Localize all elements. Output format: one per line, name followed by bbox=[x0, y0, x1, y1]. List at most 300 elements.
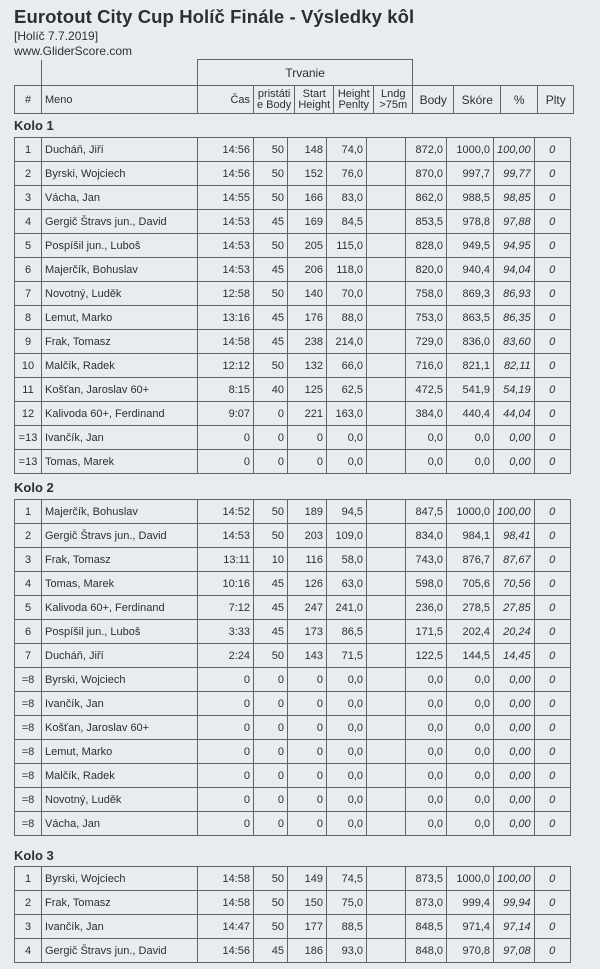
penalty-cell: 0 bbox=[534, 692, 570, 716]
table-row bbox=[15, 138, 571, 162]
height-penalty-cell: 58,0 bbox=[327, 548, 367, 572]
points-cell: 472,5 bbox=[406, 378, 447, 402]
score-cell: 144,5 bbox=[447, 644, 494, 668]
round-1-table bbox=[14, 137, 571, 474]
rank-cell: 7 bbox=[15, 644, 42, 668]
landing-distance-cell bbox=[367, 524, 406, 548]
points-cell: 0,0 bbox=[406, 812, 447, 836]
start-height-cell: 126 bbox=[288, 572, 327, 596]
start-height-cell: 148 bbox=[288, 138, 327, 162]
time-cell: 14:55 bbox=[198, 186, 254, 210]
height-penalty-cell: 88,5 bbox=[327, 915, 367, 939]
pilot-name-cell: Ivančík, Jan bbox=[42, 692, 198, 716]
rank-cell: =8 bbox=[15, 668, 42, 692]
time-cell: 3:33 bbox=[198, 620, 254, 644]
pilot-name-cell: Frak, Tomasz bbox=[42, 330, 198, 354]
penalty-cell: 0 bbox=[534, 620, 570, 644]
time-cell: 0 bbox=[198, 692, 254, 716]
start-height-cell: 0 bbox=[288, 764, 327, 788]
time-cell: 14:52 bbox=[198, 500, 254, 524]
height-penalty-cell: 86,5 bbox=[327, 620, 367, 644]
percent-cell: 87,67 bbox=[494, 548, 535, 572]
table-row bbox=[15, 915, 571, 939]
percent-cell: 54,19 bbox=[494, 378, 535, 402]
height-penalty-cell: 241,0 bbox=[327, 596, 367, 620]
landing-points-cell: 0 bbox=[254, 426, 288, 450]
rank-cell: 3 bbox=[15, 186, 42, 210]
start-height-cell: 150 bbox=[288, 891, 327, 915]
height-penalty-cell: 74,5 bbox=[327, 867, 367, 891]
score-cell: 970,8 bbox=[447, 939, 494, 963]
landing-points-cell: 0 bbox=[254, 788, 288, 812]
landing-points-cell: 0 bbox=[254, 812, 288, 836]
penalty-cell: 0 bbox=[534, 354, 570, 378]
landing-points-cell: 45 bbox=[254, 258, 288, 282]
website-link[interactable]: www.GliderScore.com bbox=[14, 44, 133, 58]
rank-cell: 1 bbox=[15, 867, 42, 891]
time-cell: 0 bbox=[198, 450, 254, 474]
penalty-cell: 0 bbox=[534, 915, 570, 939]
time-cell: 14:53 bbox=[198, 524, 254, 548]
pilot-name-cell: Byrski, Wojciech bbox=[42, 162, 198, 186]
table-row bbox=[15, 234, 571, 258]
percent-cell: 0,00 bbox=[494, 716, 535, 740]
time-cell: 13:11 bbox=[198, 548, 254, 572]
score-cell: 0,0 bbox=[447, 812, 494, 836]
points-cell: 0,0 bbox=[406, 764, 447, 788]
percent-cell: 94,04 bbox=[494, 258, 535, 282]
start-height-cell: 238 bbox=[288, 330, 327, 354]
start-height-cell: 132 bbox=[288, 354, 327, 378]
pilot-name-cell: Kalivoda 60+, Ferdinand bbox=[42, 402, 198, 426]
start-height-cell: 140 bbox=[288, 282, 327, 306]
penalty-cell: 0 bbox=[534, 378, 570, 402]
landing-points-cell: 45 bbox=[254, 620, 288, 644]
landing-points-cell: 0 bbox=[254, 668, 288, 692]
landing-distance-cell bbox=[367, 186, 406, 210]
landing-distance-cell bbox=[367, 620, 406, 644]
start-height-cell: 0 bbox=[288, 692, 327, 716]
percent-cell: 86,93 bbox=[494, 282, 535, 306]
height-penalty-cell: 83,0 bbox=[327, 186, 367, 210]
penalty-cell: 0 bbox=[534, 891, 570, 915]
score-cell: 705,6 bbox=[447, 572, 494, 596]
col-score-header: Skóre bbox=[454, 86, 501, 114]
pilot-name-cell: Vácha, Jan bbox=[42, 186, 198, 210]
penalty-cell: 0 bbox=[534, 572, 570, 596]
landing-points-cell: 45 bbox=[254, 572, 288, 596]
start-height-cell: 0 bbox=[288, 812, 327, 836]
start-height-cell: 169 bbox=[288, 210, 327, 234]
landing-distance-cell bbox=[367, 306, 406, 330]
score-cell: 202,4 bbox=[447, 620, 494, 644]
start-height-cell: 116 bbox=[288, 548, 327, 572]
pilot-name-cell: Ivančík, Jan bbox=[42, 915, 198, 939]
rank-cell: =8 bbox=[15, 764, 42, 788]
landing-points-cell: 50 bbox=[254, 234, 288, 258]
start-height-cell: 176 bbox=[288, 306, 327, 330]
pilot-name-cell: Malčík, Radek bbox=[42, 764, 198, 788]
time-cell: 9:07 bbox=[198, 402, 254, 426]
rank-cell: =8 bbox=[15, 740, 42, 764]
col-start-height-header: Start Height bbox=[295, 86, 334, 114]
table-row bbox=[15, 788, 571, 812]
landing-distance-cell bbox=[367, 716, 406, 740]
time-cell: 7:12 bbox=[198, 596, 254, 620]
pilot-name-cell: Frak, Tomasz bbox=[42, 891, 198, 915]
percent-cell: 0,00 bbox=[494, 692, 535, 716]
points-cell: 870,0 bbox=[406, 162, 447, 186]
landing-points-cell: 50 bbox=[254, 867, 288, 891]
score-cell: 0,0 bbox=[447, 788, 494, 812]
rank-cell: =8 bbox=[15, 692, 42, 716]
landing-distance-cell bbox=[367, 596, 406, 620]
start-height-cell: 149 bbox=[288, 867, 327, 891]
time-cell: 14:58 bbox=[198, 330, 254, 354]
height-penalty-cell: 214,0 bbox=[327, 330, 367, 354]
rank-cell: =8 bbox=[15, 788, 42, 812]
landing-distance-cell bbox=[367, 891, 406, 915]
time-cell: 14:53 bbox=[198, 258, 254, 282]
score-cell: 278,5 bbox=[447, 596, 494, 620]
table-row bbox=[15, 596, 571, 620]
penalty-cell: 0 bbox=[534, 548, 570, 572]
round-2-title: Kolo 2 bbox=[14, 480, 54, 495]
rank-cell: 2 bbox=[15, 524, 42, 548]
start-height-cell: 205 bbox=[288, 234, 327, 258]
points-cell: 820,0 bbox=[406, 258, 447, 282]
rank-cell: =13 bbox=[15, 426, 42, 450]
penalty-cell: 0 bbox=[534, 162, 570, 186]
height-penalty-cell: 109,0 bbox=[327, 524, 367, 548]
landing-distance-cell bbox=[367, 378, 406, 402]
percent-cell: 94,95 bbox=[494, 234, 535, 258]
landing-distance-cell bbox=[367, 500, 406, 524]
time-cell: 0 bbox=[198, 788, 254, 812]
pilot-name-cell: Pospíšil jun., Luboš bbox=[42, 234, 198, 258]
rank-cell: 1 bbox=[15, 138, 42, 162]
points-cell: 0,0 bbox=[406, 716, 447, 740]
time-cell: 14:58 bbox=[198, 867, 254, 891]
pilot-name-cell: Pospíšil jun., Luboš bbox=[42, 620, 198, 644]
percent-cell: 100,00 bbox=[494, 500, 535, 524]
table-row bbox=[15, 644, 571, 668]
penalty-cell: 0 bbox=[534, 402, 570, 426]
penalty-cell: 0 bbox=[534, 668, 570, 692]
table-row bbox=[15, 282, 571, 306]
points-cell: 873,0 bbox=[406, 891, 447, 915]
landing-distance-cell bbox=[367, 138, 406, 162]
score-cell: 971,4 bbox=[447, 915, 494, 939]
start-height-cell: 0 bbox=[288, 788, 327, 812]
score-cell: 440,4 bbox=[447, 402, 494, 426]
landing-points-cell: 0 bbox=[254, 402, 288, 426]
table-row bbox=[15, 306, 571, 330]
rank-cell: 6 bbox=[15, 620, 42, 644]
round-2-table bbox=[14, 499, 571, 836]
penalty-cell: 0 bbox=[534, 426, 570, 450]
table-row bbox=[15, 162, 571, 186]
column-header-table bbox=[14, 59, 574, 114]
points-cell: 828,0 bbox=[406, 234, 447, 258]
landing-points-cell: 50 bbox=[254, 354, 288, 378]
percent-cell: 0,00 bbox=[494, 426, 535, 450]
penalty-cell: 0 bbox=[534, 939, 570, 963]
points-cell: 873,5 bbox=[406, 867, 447, 891]
landing-distance-cell bbox=[367, 939, 406, 963]
pilot-name-cell: Ducháň, Jiří bbox=[42, 138, 198, 162]
score-cell: 0,0 bbox=[447, 764, 494, 788]
table-row bbox=[15, 740, 571, 764]
points-cell: 384,0 bbox=[406, 402, 447, 426]
time-cell: 14:58 bbox=[198, 891, 254, 915]
score-cell: 978,8 bbox=[447, 210, 494, 234]
percent-cell: 0,00 bbox=[494, 450, 535, 474]
percent-cell: 98,85 bbox=[494, 186, 535, 210]
landing-distance-cell bbox=[367, 210, 406, 234]
score-cell: 876,7 bbox=[447, 548, 494, 572]
height-penalty-cell: 66,0 bbox=[327, 354, 367, 378]
points-cell: 743,0 bbox=[406, 548, 447, 572]
height-penalty-cell: 93,0 bbox=[327, 939, 367, 963]
landing-distance-cell bbox=[367, 812, 406, 836]
penalty-cell: 0 bbox=[534, 524, 570, 548]
table-row bbox=[15, 891, 571, 915]
height-penalty-cell: 94,5 bbox=[327, 500, 367, 524]
height-penalty-cell: 0,0 bbox=[327, 788, 367, 812]
points-cell: 0,0 bbox=[406, 668, 447, 692]
time-cell: 14:53 bbox=[198, 210, 254, 234]
height-penalty-cell: 84,5 bbox=[327, 210, 367, 234]
points-cell: 848,0 bbox=[406, 939, 447, 963]
landing-points-cell: 0 bbox=[254, 692, 288, 716]
col-pct-header: % bbox=[501, 86, 538, 114]
percent-cell: 20,24 bbox=[494, 620, 535, 644]
height-penalty-cell: 0,0 bbox=[327, 668, 367, 692]
percent-cell: 14,45 bbox=[494, 644, 535, 668]
percent-cell: 100,00 bbox=[494, 867, 535, 891]
percent-cell: 0,00 bbox=[494, 812, 535, 836]
landing-points-cell: 0 bbox=[254, 716, 288, 740]
points-cell: 598,0 bbox=[406, 572, 447, 596]
time-cell: 2:24 bbox=[198, 644, 254, 668]
landing-distance-cell bbox=[367, 668, 406, 692]
score-cell: 1000,0 bbox=[447, 138, 494, 162]
document-title: Eurotout City Cup Holíč Finále - Výsledky kôl bbox=[14, 6, 415, 27]
landing-distance-cell bbox=[367, 354, 406, 378]
rank-cell: 2 bbox=[15, 891, 42, 915]
landing-distance-cell bbox=[367, 867, 406, 891]
percent-cell: 97,08 bbox=[494, 939, 535, 963]
landing-points-cell: 45 bbox=[254, 210, 288, 234]
percent-cell: 99,77 bbox=[494, 162, 535, 186]
rank-cell: 5 bbox=[15, 596, 42, 620]
table-row bbox=[15, 572, 571, 596]
rank-cell: =13 bbox=[15, 450, 42, 474]
start-height-cell: 189 bbox=[288, 500, 327, 524]
penalty-cell: 0 bbox=[534, 867, 570, 891]
landing-points-cell: 45 bbox=[254, 939, 288, 963]
start-height-cell: 152 bbox=[288, 162, 327, 186]
time-cell: 14:56 bbox=[198, 939, 254, 963]
table-row bbox=[15, 548, 571, 572]
score-cell: 940,4 bbox=[447, 258, 494, 282]
pilot-name-cell: Tomas, Marek bbox=[42, 572, 198, 596]
table-row bbox=[15, 330, 571, 354]
landing-points-cell: 0 bbox=[254, 740, 288, 764]
points-cell: 0,0 bbox=[406, 740, 447, 764]
score-cell: 988,5 bbox=[447, 186, 494, 210]
height-penalty-cell: 71,5 bbox=[327, 644, 367, 668]
landing-distance-cell bbox=[367, 162, 406, 186]
pilot-name-cell: Košťan, Jaroslav 60+ bbox=[42, 716, 198, 740]
table-row bbox=[15, 258, 571, 282]
time-cell: 12:58 bbox=[198, 282, 254, 306]
landing-points-cell: 40 bbox=[254, 378, 288, 402]
points-cell: 122,5 bbox=[406, 644, 447, 668]
percent-cell: 99,94 bbox=[494, 891, 535, 915]
pilot-name-cell: Kalivoda 60+, Ferdinand bbox=[42, 596, 198, 620]
rank-cell: 3 bbox=[15, 915, 42, 939]
pilot-name-cell: Byrski, Wojciech bbox=[42, 668, 198, 692]
rank-cell: 1 bbox=[15, 500, 42, 524]
landing-points-cell: 10 bbox=[254, 548, 288, 572]
start-height-cell: 125 bbox=[288, 378, 327, 402]
height-penalty-cell: 0,0 bbox=[327, 426, 367, 450]
height-penalty-cell: 0,0 bbox=[327, 692, 367, 716]
col-landing-header: pristáti e Body bbox=[254, 86, 295, 114]
pilot-name-cell: Novotný, Luděk bbox=[42, 282, 198, 306]
points-cell: 872,0 bbox=[406, 138, 447, 162]
landing-points-cell: 50 bbox=[254, 186, 288, 210]
rank-cell: 7 bbox=[15, 282, 42, 306]
group-header-trvanie: Trvanie bbox=[198, 60, 413, 86]
landing-points-cell: 50 bbox=[254, 915, 288, 939]
pilot-name-cell: Košťan, Jaroslav 60+ bbox=[42, 378, 198, 402]
percent-cell: 98,41 bbox=[494, 524, 535, 548]
table-row bbox=[15, 524, 571, 548]
score-cell: 0,0 bbox=[447, 668, 494, 692]
landing-distance-cell bbox=[367, 548, 406, 572]
landing-distance-cell bbox=[367, 572, 406, 596]
landing-points-cell: 50 bbox=[254, 524, 288, 548]
percent-cell: 70,56 bbox=[494, 572, 535, 596]
time-cell: 0 bbox=[198, 812, 254, 836]
landing-points-cell: 50 bbox=[254, 162, 288, 186]
time-cell: 10:16 bbox=[198, 572, 254, 596]
rank-cell: 5 bbox=[15, 234, 42, 258]
col-time-header: Čas bbox=[198, 86, 254, 114]
time-cell: 0 bbox=[198, 668, 254, 692]
penalty-cell: 0 bbox=[534, 306, 570, 330]
points-cell: 847,5 bbox=[406, 500, 447, 524]
time-cell: 14:53 bbox=[198, 234, 254, 258]
percent-cell: 82,11 bbox=[494, 354, 535, 378]
rank-cell: 4 bbox=[15, 939, 42, 963]
landing-distance-cell bbox=[367, 740, 406, 764]
landing-distance-cell bbox=[367, 915, 406, 939]
table-row bbox=[15, 186, 571, 210]
penalty-cell: 0 bbox=[534, 186, 570, 210]
score-cell: 541,9 bbox=[447, 378, 494, 402]
points-cell: 0,0 bbox=[406, 450, 447, 474]
table-row bbox=[15, 500, 571, 524]
penalty-cell: 0 bbox=[534, 716, 570, 740]
pilot-name-cell: Ducháň, Jiří bbox=[42, 644, 198, 668]
score-cell: 0,0 bbox=[447, 450, 494, 474]
score-cell: 0,0 bbox=[447, 426, 494, 450]
col-num-header: # bbox=[15, 86, 42, 114]
document-date: [Holíč 7.7.2019] bbox=[14, 29, 99, 43]
height-penalty-cell: 0,0 bbox=[327, 716, 367, 740]
landing-distance-cell bbox=[367, 764, 406, 788]
rank-cell: 6 bbox=[15, 258, 42, 282]
penalty-cell: 0 bbox=[534, 258, 570, 282]
penalty-cell: 0 bbox=[534, 210, 570, 234]
table-row bbox=[15, 692, 571, 716]
penalty-cell: 0 bbox=[534, 596, 570, 620]
table-row bbox=[15, 210, 571, 234]
time-cell: 13:16 bbox=[198, 306, 254, 330]
table-row bbox=[15, 812, 571, 836]
pilot-name-cell: Majerčík, Bohuslav bbox=[42, 500, 198, 524]
score-cell: 821,1 bbox=[447, 354, 494, 378]
penalty-cell: 0 bbox=[534, 330, 570, 354]
percent-cell: 83,60 bbox=[494, 330, 535, 354]
document-header bbox=[14, 6, 414, 58]
round-3-title: Kolo 3 bbox=[14, 848, 54, 863]
landing-points-cell: 0 bbox=[254, 764, 288, 788]
pilot-name-cell: Gergič Štravs jun., David bbox=[42, 524, 198, 548]
landing-points-cell: 45 bbox=[254, 306, 288, 330]
points-cell: 862,0 bbox=[406, 186, 447, 210]
height-penalty-cell: 0,0 bbox=[327, 812, 367, 836]
table-row bbox=[15, 426, 571, 450]
height-penalty-cell: 163,0 bbox=[327, 402, 367, 426]
percent-cell: 0,00 bbox=[494, 764, 535, 788]
points-cell: 171,5 bbox=[406, 620, 447, 644]
height-penalty-cell: 63,0 bbox=[327, 572, 367, 596]
penalty-cell: 0 bbox=[534, 644, 570, 668]
rank-cell: 10 bbox=[15, 354, 42, 378]
score-cell: 999,4 bbox=[447, 891, 494, 915]
points-cell: 853,5 bbox=[406, 210, 447, 234]
percent-cell: 44,04 bbox=[494, 402, 535, 426]
penalty-cell: 0 bbox=[534, 450, 570, 474]
pilot-name-cell: Lemut, Marko bbox=[42, 740, 198, 764]
points-cell: 834,0 bbox=[406, 524, 447, 548]
landing-points-cell: 0 bbox=[254, 450, 288, 474]
height-penalty-cell: 70,0 bbox=[327, 282, 367, 306]
score-cell: 869,3 bbox=[447, 282, 494, 306]
landing-points-cell: 50 bbox=[254, 644, 288, 668]
col-lndg-header: Lndg >75m bbox=[374, 86, 413, 114]
start-height-cell: 221 bbox=[288, 402, 327, 426]
landing-distance-cell bbox=[367, 426, 406, 450]
rank-cell: =8 bbox=[15, 812, 42, 836]
time-cell: 14:56 bbox=[198, 138, 254, 162]
start-height-cell: 0 bbox=[288, 668, 327, 692]
landing-distance-cell bbox=[367, 258, 406, 282]
landing-distance-cell bbox=[367, 450, 406, 474]
points-cell: 0,0 bbox=[406, 692, 447, 716]
landing-points-cell: 50 bbox=[254, 282, 288, 306]
start-height-cell: 166 bbox=[288, 186, 327, 210]
height-penalty-cell: 75,0 bbox=[327, 891, 367, 915]
penalty-cell: 0 bbox=[534, 764, 570, 788]
height-penalty-cell: 0,0 bbox=[327, 740, 367, 764]
table-row bbox=[15, 716, 571, 740]
